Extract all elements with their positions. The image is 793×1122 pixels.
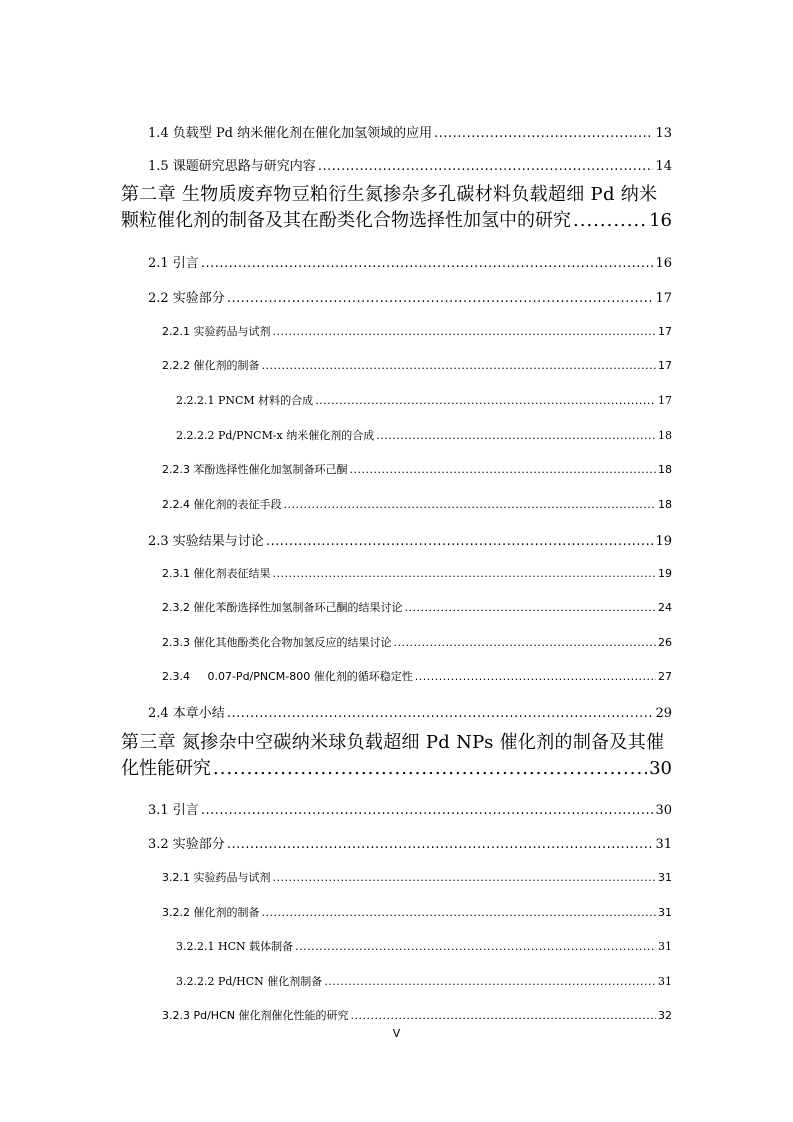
toc-entry-2-2-4[interactable] bbox=[162, 496, 672, 512]
toc-entry-page: 31 bbox=[658, 940, 672, 953]
dot-leader bbox=[393, 636, 656, 649]
dot-leader bbox=[350, 1009, 656, 1022]
toc-entry-page: 18 bbox=[658, 429, 672, 442]
toc-entry-title: 3.2.2.2 Pd/HCN 催化剂制备 bbox=[176, 975, 323, 988]
toc-entry-page: 31 bbox=[658, 871, 672, 884]
toc-entry-title: 2.4 本章小结 bbox=[148, 706, 225, 721]
toc-entry-title: 2.3.3 催化其他酚类化合物加氢反应的结果讨论 bbox=[162, 636, 392, 649]
toc-entry-page: 31 bbox=[658, 975, 672, 988]
dot-leader bbox=[434, 126, 653, 141]
toc-entry-page: 17 bbox=[658, 325, 672, 338]
dot-leader bbox=[415, 670, 656, 683]
dot-leader bbox=[262, 359, 657, 372]
toc-entry-3-2-1[interactable] bbox=[162, 869, 672, 885]
toc-entry-3-2-2-2[interactable] bbox=[176, 973, 672, 989]
toc-entry-1-4[interactable] bbox=[148, 122, 672, 141]
dot-leader bbox=[201, 803, 654, 818]
toc-entry-page: 29 bbox=[655, 706, 672, 721]
toc-entry-title: 2.2.4 催化剂的表征手段 bbox=[162, 498, 282, 511]
toc-entry-page: 27 bbox=[658, 670, 672, 683]
dot-leader bbox=[262, 906, 657, 919]
toc-entry-title: 2.2.2 催化剂的制备 bbox=[162, 359, 260, 372]
toc-entry-page: 19 bbox=[655, 534, 672, 549]
toc-entry-title: 2.2.1 实验药品与试剂 bbox=[162, 325, 271, 338]
toc-entry-1-5[interactable] bbox=[148, 155, 672, 174]
toc-entry-page: 26 bbox=[658, 636, 672, 649]
toc-entry-2-2-2-2[interactable] bbox=[176, 427, 672, 443]
toc-entry-title: 2.2.3 苯酚选择性催化加氢制备环己酮 bbox=[162, 463, 348, 476]
dot-leader bbox=[573, 208, 647, 234]
toc-entry-page: 31 bbox=[658, 906, 672, 919]
toc-entry-page: 17 bbox=[655, 291, 672, 306]
dot-leader bbox=[284, 498, 657, 511]
toc-entry-2-3-3[interactable] bbox=[162, 634, 672, 650]
toc-entry-page: 32 bbox=[658, 1009, 672, 1022]
toc-entry-page: 14 bbox=[655, 159, 672, 174]
dot-leader bbox=[213, 756, 647, 782]
dot-leader bbox=[295, 940, 656, 953]
toc-chapter-2[interactable] bbox=[121, 182, 672, 234]
chapter-title-line2: 颗粒催化剂的制备及其在酚类化合物选择性加氢中的研究 bbox=[121, 210, 571, 231]
toc-entry-2-3-1[interactable] bbox=[162, 565, 672, 581]
toc-entry-title: 2.2.2.2 Pd/PNCM-x 纳米催化剂的合成 bbox=[176, 429, 375, 442]
dot-leader bbox=[349, 463, 656, 476]
dot-leader bbox=[318, 159, 654, 174]
toc-entry-page: 30 bbox=[655, 803, 672, 818]
dot-leader bbox=[273, 871, 657, 884]
chapter-page: 30 bbox=[649, 758, 672, 779]
toc-entry-title: 2.3.1 催化剂表征结果 bbox=[162, 567, 271, 580]
toc-entry-2-2-2[interactable] bbox=[162, 357, 672, 373]
toc-entry-title: 3.2 实验部分 bbox=[148, 837, 225, 852]
toc-entry-2-3-2[interactable] bbox=[162, 599, 672, 615]
toc-entry-title: 3.1 引言 bbox=[148, 803, 199, 818]
toc-entry-2-2-1[interactable] bbox=[162, 323, 672, 339]
toc-entry-page: 24 bbox=[658, 601, 672, 614]
dot-leader bbox=[201, 256, 654, 271]
toc-entry-title: 2.1 引言 bbox=[148, 256, 199, 271]
toc-entry-title: 1.5 课题研究思路与研究内容 bbox=[148, 159, 316, 174]
toc-entry-3-2-3[interactable] bbox=[162, 1007, 672, 1023]
toc-entry-3-1[interactable] bbox=[148, 799, 672, 818]
chapter-title-line2: 化性能研究 bbox=[121, 758, 211, 779]
toc-entry-page: 17 bbox=[658, 359, 672, 372]
toc-entry-title: 2.3 实验结果与讨论 bbox=[148, 534, 264, 549]
dot-leader bbox=[227, 291, 654, 306]
toc-entry-title: 3.2.3 Pd/HCN 催化剂催化性能的研究 bbox=[162, 1009, 349, 1022]
toc-entry-2-1[interactable] bbox=[148, 252, 672, 271]
toc-entry-page: 16 bbox=[655, 256, 672, 271]
toc-entry-title: 2.3.4 0.07-Pd/PNCM-800 催化剂的循环稳定性 bbox=[162, 670, 413, 683]
toc-entry-2-2-2-1[interactable] bbox=[176, 392, 672, 408]
toc-entry-page: 19 bbox=[658, 567, 672, 580]
dot-leader bbox=[273, 325, 657, 338]
toc-entry-2-2[interactable] bbox=[148, 287, 672, 306]
dot-leader bbox=[266, 534, 654, 549]
chapter-title-line1: 第三章 氮掺杂中空碳纳米球负载超细 Pd NPs 催化剂的制备及其催 bbox=[121, 732, 665, 753]
toc-entry-title: 2.2.2.1 PNCM 材料的合成 bbox=[176, 394, 314, 407]
toc-entry-page: 18 bbox=[658, 463, 672, 476]
toc-entry-title: 3.2.2 催化剂的制备 bbox=[162, 906, 260, 919]
toc-entry-title: 3.2.1 实验药品与试剂 bbox=[162, 871, 271, 884]
dot-leader bbox=[324, 975, 656, 988]
toc-entry-2-3-4[interactable] bbox=[162, 668, 672, 684]
toc-entry-page: 13 bbox=[655, 126, 672, 141]
toc-entry-3-2[interactable] bbox=[148, 833, 672, 852]
dot-leader bbox=[227, 837, 654, 852]
toc-entry-title: 3.2.2.1 HCN 载体制备 bbox=[176, 940, 294, 953]
toc-entry-page: 17 bbox=[658, 394, 672, 407]
toc-entry-2-2-3[interactable] bbox=[162, 461, 672, 477]
toc-entry-2-3[interactable] bbox=[148, 530, 672, 549]
toc-entry-title: 2.3.2 催化苯酚选择性加氢制备环己酮的结果讨论 bbox=[162, 601, 403, 614]
chapter-title-line1: 第二章 生物质废弃物豆粕衍生氮掺杂多孔碳材料负载超细 Pd 纳米 bbox=[121, 184, 658, 205]
dot-leader bbox=[376, 429, 656, 442]
toc-entry-page: 31 bbox=[655, 837, 672, 852]
toc-entry-title: 1.4 负载型 Pd 纳米催化剂在催化加氢领域的应用 bbox=[148, 126, 433, 141]
dot-leader bbox=[227, 706, 654, 721]
toc-entry-3-2-2[interactable] bbox=[162, 904, 672, 920]
dot-leader bbox=[273, 567, 657, 580]
toc-entry-page: 18 bbox=[658, 498, 672, 511]
toc-entry-3-2-2-1[interactable] bbox=[176, 938, 672, 954]
chapter-page: 16 bbox=[649, 210, 672, 231]
toc-entry-2-4[interactable] bbox=[148, 702, 672, 721]
page-number: V bbox=[392, 1027, 401, 1040]
dot-leader bbox=[315, 394, 656, 407]
toc-entry-title: 2.2 实验部分 bbox=[148, 291, 225, 306]
toc-chapter-3[interactable] bbox=[121, 730, 672, 782]
dot-leader bbox=[404, 601, 656, 614]
